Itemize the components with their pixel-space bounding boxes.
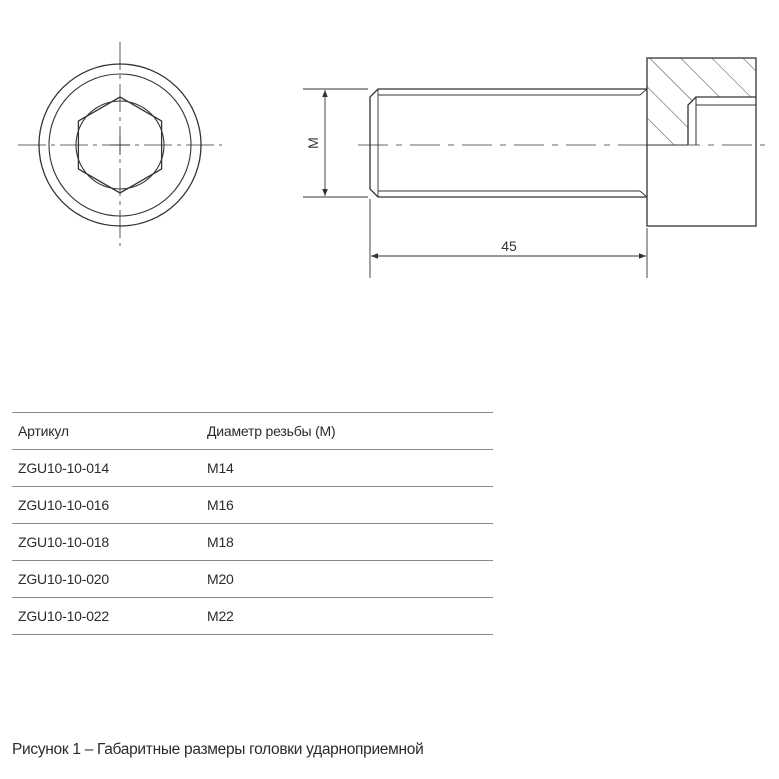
table-row (12, 450, 493, 487)
table-row (12, 561, 493, 598)
dim-length-label: 45 (501, 238, 517, 254)
cell-article: ZGU10-10-018 (12, 524, 201, 561)
header-thread-diameter: Диаметр резьбы (М) (201, 413, 493, 450)
end-view (18, 42, 222, 246)
thread-runout-top (640, 89, 647, 95)
technical-drawing (0, 0, 779, 300)
cell-article: ZGU10-10-016 (12, 487, 201, 524)
side-view (358, 58, 765, 226)
table-row (12, 487, 493, 524)
cell-diameter: M14 (201, 450, 493, 487)
head-section-hatch (647, 58, 756, 145)
thread-runout-bottom (640, 191, 647, 197)
header-article: Артикул (12, 413, 201, 450)
cell-article: ZGU10-10-022 (12, 598, 201, 635)
cell-diameter: M18 (201, 524, 493, 561)
table-row (12, 598, 493, 635)
spec-table (12, 412, 493, 635)
dim-diameter-label: M (305, 137, 321, 149)
figure-caption: Рисунок 1 – Габаритные размеры головки ударноприемной (12, 741, 424, 758)
cell-diameter: M16 (201, 487, 493, 524)
table-header-row (12, 413, 493, 450)
thread-outline (370, 89, 647, 197)
cell-article: ZGU10-10-020 (12, 561, 201, 598)
socket-outline (688, 97, 756, 145)
table-row (12, 524, 493, 561)
cell-diameter: M22 (201, 598, 493, 635)
cell-article: ZGU10-10-014 (12, 450, 201, 487)
cell-diameter: M20 (201, 561, 493, 598)
